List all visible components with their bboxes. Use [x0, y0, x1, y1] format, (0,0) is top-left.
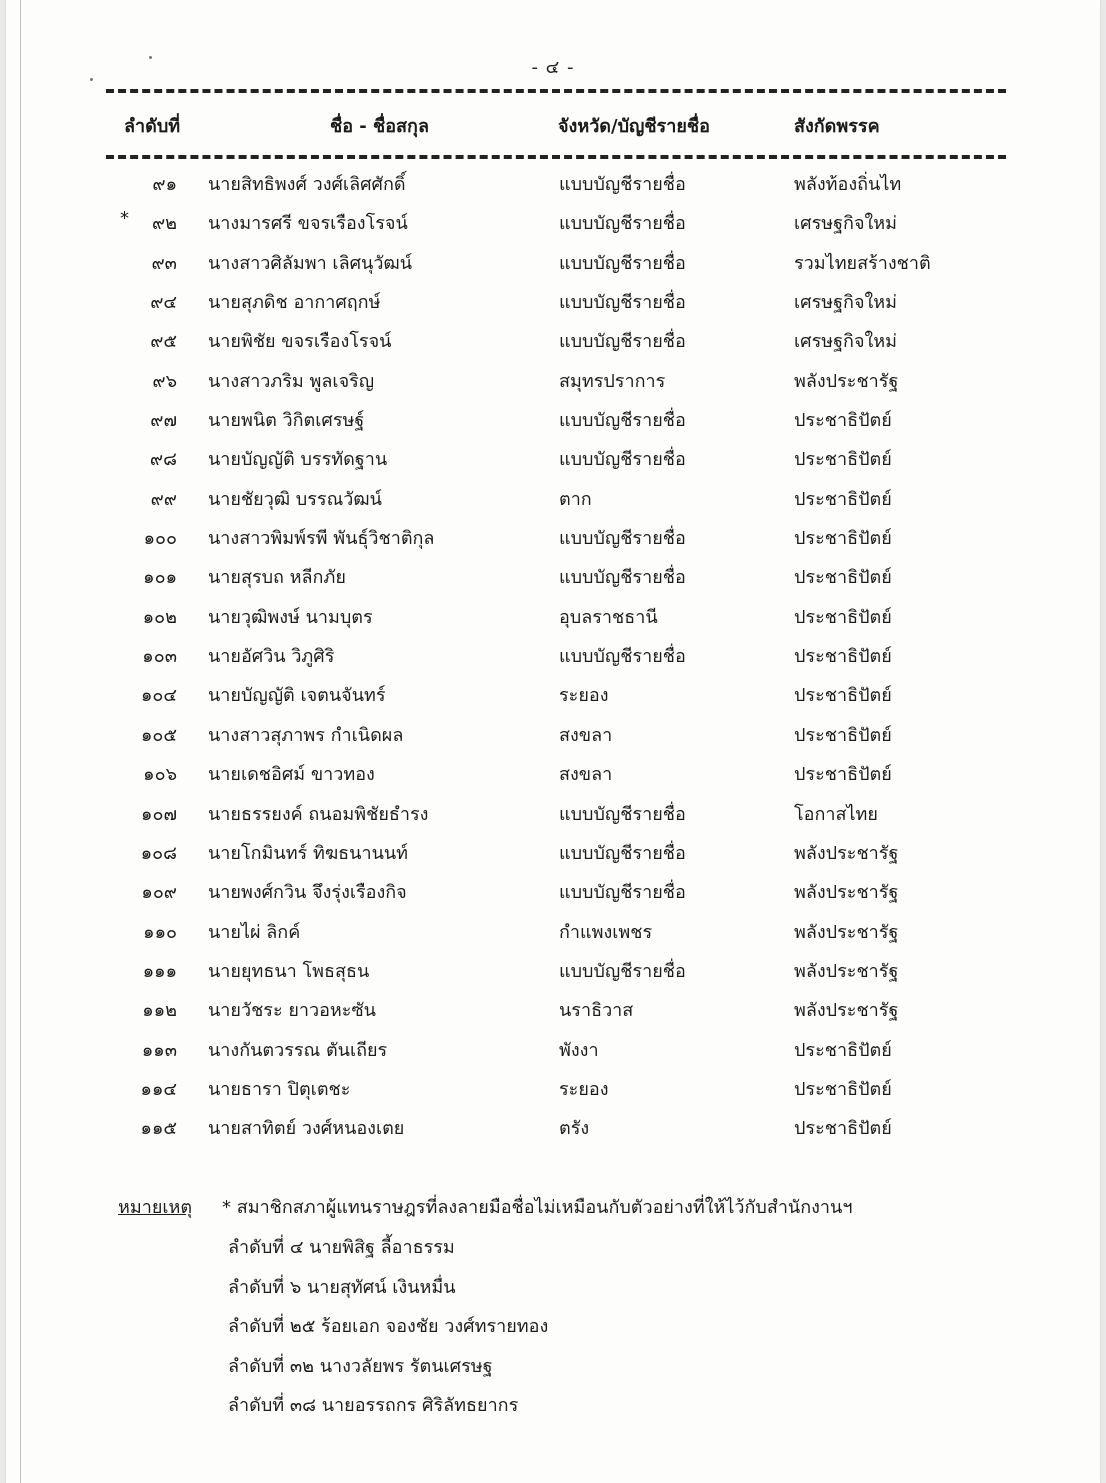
row-number: ๙๑ [152, 174, 177, 195]
row-name: นายวุฒิพงษ์ นามบุตร [208, 606, 373, 628]
remarks-item: ลำดับที่ ๖ นายสุทัศน์ เงินหมื่น [228, 1276, 456, 1298]
row-number: ๑๐๕ [140, 724, 177, 746]
row-number: ๙๗ [150, 410, 177, 432]
row-province: แบบบัญชีรายชื่อ [559, 292, 686, 314]
table-row [6, 202, 1100, 241]
table-row [6, 399, 1100, 438]
row-party: ประชาธิปัตย์ [794, 528, 892, 550]
table-row [6, 478, 1100, 517]
header-name: ชื่อ - ชื่อสกุล [330, 116, 429, 137]
page-number: - ๔ - [531, 57, 575, 78]
table-row [6, 871, 1100, 910]
row-number: ๑๐๐ [143, 528, 177, 550]
row-number: ๑๐๙ [141, 882, 177, 904]
row-party: ประชาธิปัตย์ [794, 488, 892, 510]
row-province: แบบบัญชีรายชื่อ [559, 410, 686, 432]
table-row [6, 596, 1100, 635]
row-number: ๑๑๑ [142, 960, 177, 982]
row-party: ประชาธิปัตย์ [794, 646, 892, 668]
row-province: กำแพงเพชร [559, 921, 653, 943]
row-party: พลังประชารัฐ [794, 882, 899, 904]
header-province: จังหวัด/บัญชีรายชื่อ [558, 116, 710, 137]
row-number: ๑๑๐ [143, 921, 177, 943]
table-row [6, 163, 1100, 202]
remarks-label: หมายเหตุ [118, 1197, 193, 1218]
row-party: พลังท้องถิ่นไท [794, 174, 902, 195]
table-row [6, 832, 1100, 871]
row-party: ประชาธิปัตย์ [794, 685, 892, 707]
row-party: รวมไทยสร้างชาติ [794, 252, 931, 274]
row-province: ตาก [559, 488, 592, 510]
table-row [6, 1029, 1100, 1068]
table-row [6, 1068, 1100, 1107]
row-name: นายยุทธนา โพธสุธน [208, 960, 370, 982]
table-row [6, 674, 1100, 713]
row-party: ประชาธิปัตย์ [794, 1118, 892, 1140]
row-party: เศรษฐกิจใหม่ [794, 331, 898, 353]
remarks-main-text: * สมาชิกสภาผู้แทนราษฎรที่ลงลายมือชื่อไม่เหมือนกับตัวอย่างที่ให้ไว้กับสำนักงานฯ [222, 1197, 853, 1218]
header-bottom-dashed-rule [106, 155, 1006, 159]
header-party: สังกัดพรรค [794, 116, 880, 137]
row-number: ๑๑๕ [140, 1118, 177, 1140]
document-page [6, 0, 1100, 1483]
row-name: นายสุรบถ หลีกภัย [208, 567, 346, 589]
row-name: นายบัญญัติ เจตนจันทร์ [208, 685, 386, 707]
row-name: นางสาวภริม พูลเจริญ [208, 370, 375, 392]
row-province: พังงา [559, 1039, 599, 1061]
row-party: ประชาธิปัตย์ [794, 764, 892, 786]
table-row [6, 242, 1100, 281]
row-province: แบบบัญชีรายชื่อ [559, 803, 686, 825]
row-number: ๑๐๖ [143, 764, 177, 786]
remarks-item: ลำดับที่ ๓๒ นางวลัยพร รัตนเศรษฐ [228, 1355, 493, 1377]
row-name: นางสาวพิมพ์รพี พันธุ์วิชาติกุล [208, 528, 435, 550]
row-party: ประชาธิปัตย์ [794, 1078, 892, 1100]
row-name: นายพิชัย ขจรเรืองโรจน์ [208, 331, 392, 353]
row-number: ๙๓ [151, 252, 177, 274]
header-top-dashed-rule [106, 89, 1006, 93]
row-name: นายพนิต วิกิตเศรษฐ์ [208, 410, 365, 432]
table-row [6, 320, 1100, 359]
remarks-item: ลำดับที่ ๒๕ ร้อยเอก จองชัย วงศ์ทรายทอง [228, 1316, 549, 1337]
row-number: ๙๕ [150, 331, 177, 353]
row-province: แบบบัญชีรายชื่อ [559, 567, 686, 589]
table-row [6, 753, 1100, 792]
row-name: นายอัศวิน วิภูศิริ [208, 646, 335, 668]
table-row [6, 911, 1100, 950]
row-name: นายเดชอิศม์ ขาวทอง [208, 764, 375, 786]
row-province: แบบบัญชีรายชื่อ [559, 449, 686, 471]
row-number: ๑๐๑ [143, 567, 177, 589]
row-province: แบบบัญชีรายชื่อ [559, 842, 686, 864]
row-name: นางสาวสุภาพร กำเนิดผล [208, 724, 404, 746]
row-province: แบบบัญชีรายชื่อ [559, 252, 686, 274]
row-number: ๑๑๔ [140, 1078, 177, 1100]
row-party: ประชาธิปัตย์ [794, 1039, 892, 1061]
row-name: นายสิทธิพงศ์ วงศ์เลิศศักดิ์ [208, 174, 406, 195]
table-row [6, 635, 1100, 674]
table-row [6, 517, 1100, 556]
row-party: ประชาธิปัตย์ [794, 410, 892, 432]
row-number: ๑๐๗ [141, 803, 177, 825]
row-number: ๙๘ [149, 449, 177, 471]
table-row [6, 950, 1100, 989]
header-no: ลำดับที่ [124, 116, 181, 137]
row-number: ๙๒ [151, 213, 177, 235]
row-party: พลังประชารัฐ [794, 370, 899, 392]
row-number: ๑๐๘ [140, 842, 177, 864]
row-name: นายสุภดิช อากาศฤกษ์ [208, 292, 381, 314]
row-province: ระยอง [559, 685, 609, 707]
row-name: นายโกมินทร์ ทิฆธนานนท์ [208, 842, 409, 864]
table-row [6, 1107, 1100, 1146]
row-province: สงขลา [559, 724, 613, 746]
row-province: แบบบัญชีรายชื่อ [559, 646, 686, 668]
row-party: พลังประชารัฐ [794, 1000, 899, 1022]
remarks-list [228, 1232, 548, 1430]
row-party: ประชาธิปัตย์ [794, 567, 892, 589]
row-party: ประชาธิปัตย์ [794, 449, 892, 471]
member-table-body [6, 163, 1100, 1147]
row-province: แบบบัญชีรายชื่อ [559, 528, 686, 550]
row-party: พลังประชารัฐ [794, 921, 899, 943]
row-name: นายธารา ปิตุเตชะ [208, 1078, 351, 1100]
table-row [6, 556, 1100, 595]
row-province: แบบบัญชีรายชื่อ [559, 213, 686, 235]
row-name: นายชัยวุฒิ บรรณวัฒน์ [208, 488, 382, 510]
row-number: ๑๐๒ [142, 606, 177, 628]
row-name: นายบัญญัติ บรรทัดฐาน [208, 449, 388, 471]
row-province: แบบบัญชีรายชื่อ [559, 960, 686, 982]
row-party: ประชาธิปัตย์ [794, 724, 892, 746]
row-name: นายไผ่ ลิกค์ [208, 921, 301, 943]
row-party: เศรษฐกิจใหม่ [794, 292, 898, 314]
row-province: สงขลา [559, 764, 613, 786]
row-party: เศรษฐกิจใหม่ [794, 213, 898, 235]
row-name: นายพงศ์กวิน จึงรุ่งเรืองกิจ [208, 882, 407, 904]
row-mark: * [120, 208, 129, 230]
remarks-item: ลำดับที่ ๔ นายพิสิฐ ลี้อาธรรม [228, 1237, 455, 1258]
table-row [6, 360, 1100, 399]
row-province: แบบบัญชีรายชื่อ [559, 331, 686, 353]
row-number: ๙๔ [150, 292, 177, 314]
row-province: ตรัง [559, 1118, 590, 1140]
row-province: นราธิวาส [559, 1000, 634, 1022]
table-header [6, 111, 1100, 145]
table-row [6, 989, 1100, 1028]
table-row [6, 438, 1100, 477]
row-party: พลังประชารัฐ [794, 960, 899, 982]
table-row [6, 281, 1100, 320]
remarks-item: ลำดับที่ ๓๘ นายอรรถกร ศิริลัทธยากร [228, 1395, 519, 1416]
row-province: อุบลราชธานี [559, 606, 658, 628]
row-province: ระยอง [559, 1078, 609, 1100]
row-number: ๑๑๓ [141, 1039, 177, 1061]
row-name: นายวัชระ ยาวอหะซัน [208, 1000, 376, 1022]
row-party: พลังประชารัฐ [794, 842, 899, 864]
row-province: แบบบัญชีรายชื่อ [559, 882, 686, 904]
row-party: ประชาธิปัตย์ [794, 606, 892, 628]
row-name: นางกันตวรรณ ตันเถียร [208, 1039, 388, 1061]
row-province: สมุทรปราการ [559, 370, 666, 392]
table-row [6, 714, 1100, 753]
table-row [6, 793, 1100, 832]
row-number: ๑๐๔ [140, 685, 177, 707]
row-number: ๙๙ [150, 488, 177, 510]
row-name: นายสาทิตย์ วงศ์หนองเตย [208, 1118, 405, 1140]
row-name: นางมารศรี ขจรเรืองโรจน์ [208, 213, 408, 235]
row-number: ๑๐๓ [142, 646, 177, 668]
row-name: นางสาวศิลัมพา เลิศนุวัฒน์ [208, 252, 413, 274]
row-province: แบบบัญชีรายชื่อ [559, 174, 686, 195]
row-name: นายธรรยงค์ ถนอมพิชัยธำรง [208, 803, 429, 825]
row-number: ๑๑๒ [142, 1000, 177, 1022]
row-number: ๙๖ [152, 370, 177, 392]
row-party: โอกาสไทย [794, 803, 878, 825]
